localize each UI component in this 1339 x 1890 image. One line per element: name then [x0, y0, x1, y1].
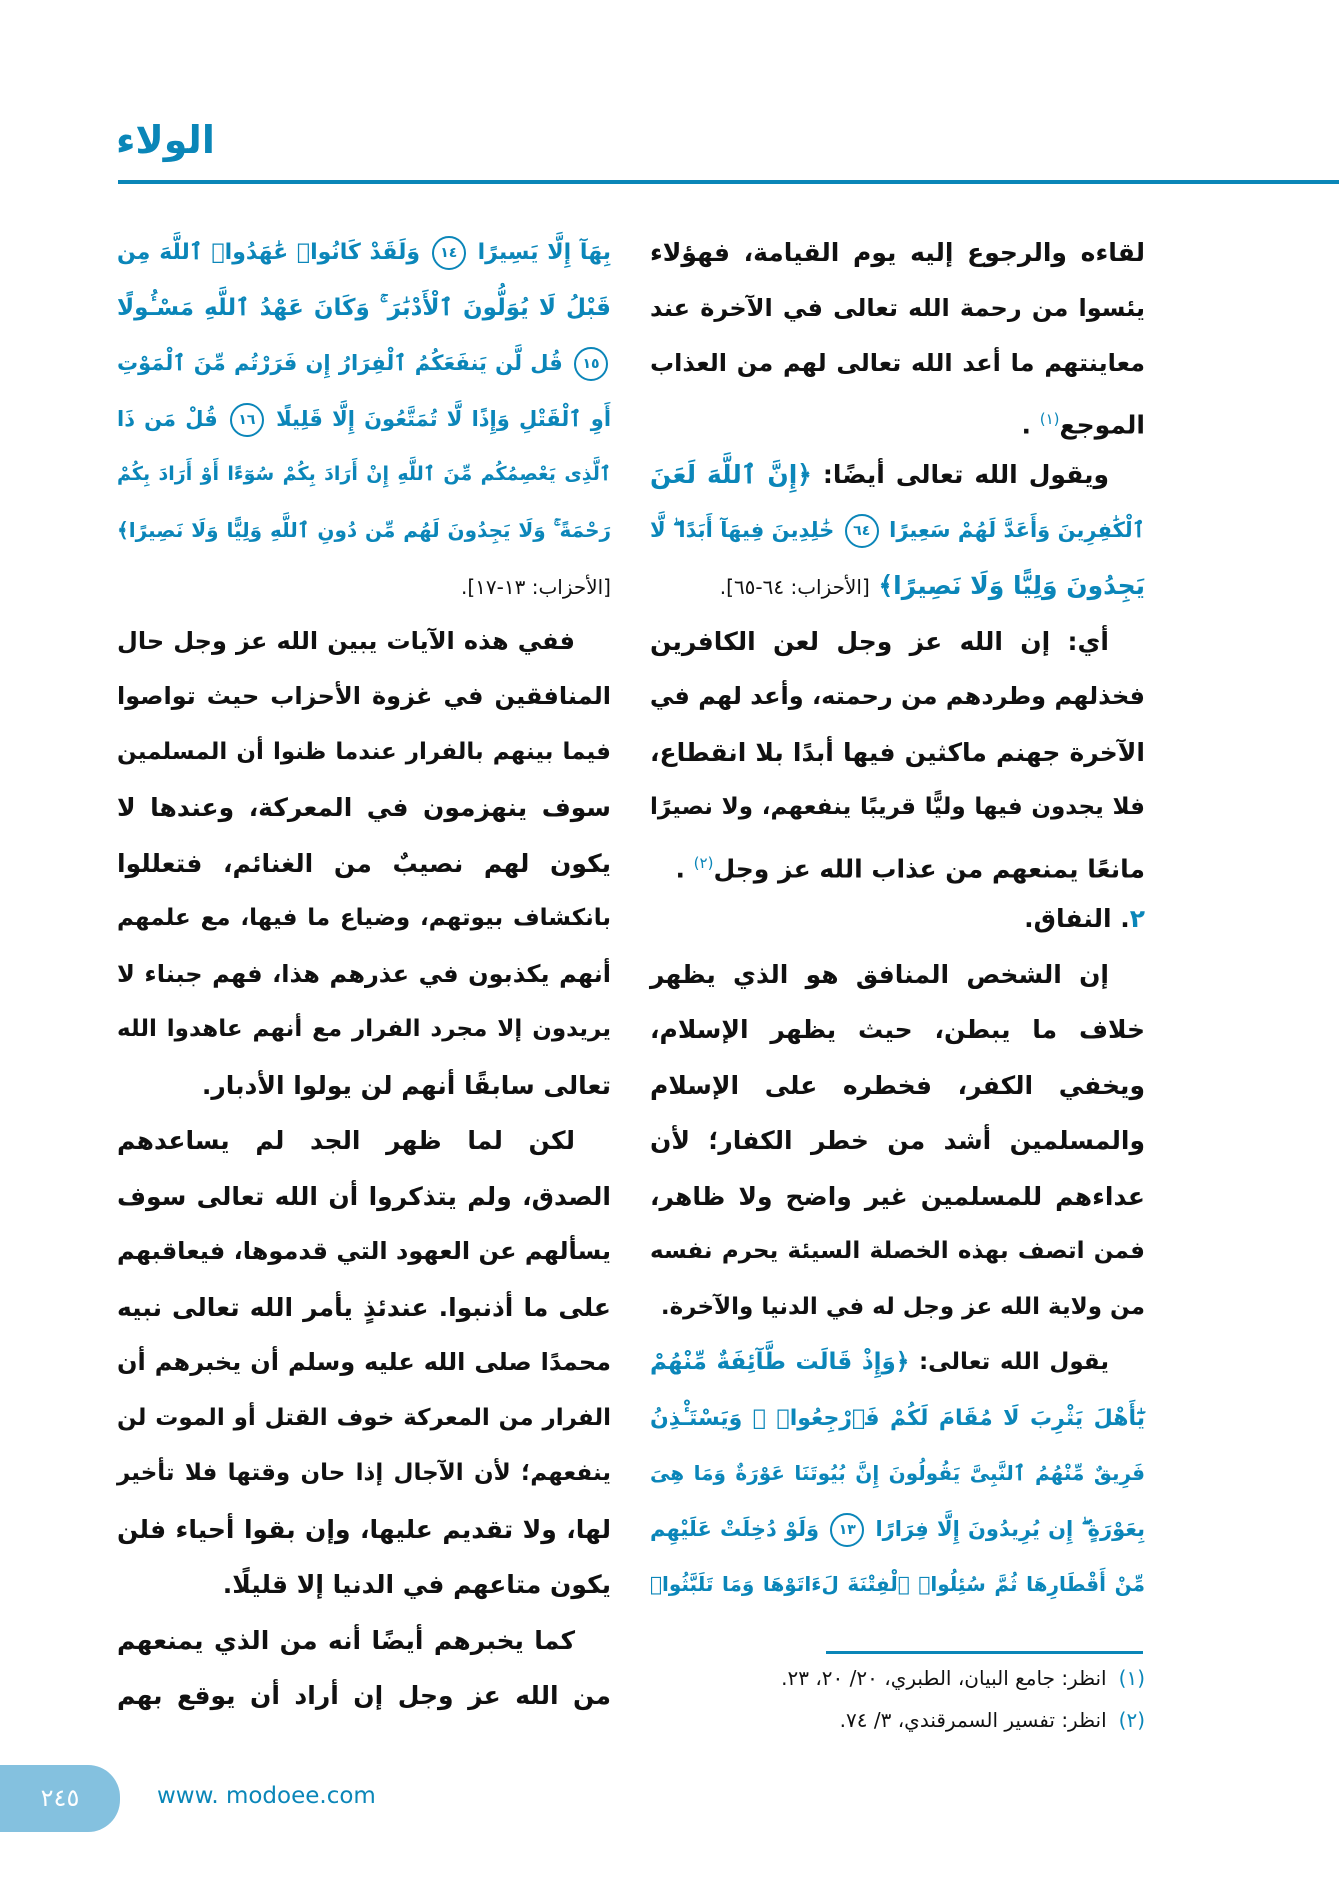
text-line	[650, 503, 1145, 559]
footnote-divider	[826, 1651, 1143, 1654]
body-text: معاينتهم ما أعد الله تعالى لهم من العذاب	[650, 349, 1145, 377]
text-line	[117, 1335, 611, 1391]
quran-text: قُلْ مَن ذَا	[117, 406, 218, 431]
text-line	[117, 225, 611, 281]
text-line	[650, 891, 1145, 947]
text-line	[117, 725, 611, 781]
text-line	[650, 1280, 1145, 1336]
footnote-text: انظر: تفسير السمرقندي، ٣/ ٧٤.	[839, 1708, 1107, 1732]
footnote	[650, 1708, 1145, 1732]
text-line	[650, 225, 1145, 281]
body-text: الفرار من المعركة خوف القتل أو الموت لن	[117, 1404, 611, 1431]
body-text: يقول الله تعالى:	[909, 1349, 1109, 1375]
website-link[interactable]: www. modoee.com	[157, 1783, 376, 1809]
surah-reference: [الأحزاب: ١٣-١٧].	[460, 575, 611, 599]
text-line	[650, 1002, 1145, 1058]
left-column	[117, 225, 611, 1724]
text-line	[117, 947, 611, 1003]
text-line	[117, 780, 611, 836]
body-text: فمن اتصف بهذه الخصلة السيئة يحرم نفسه	[650, 1238, 1145, 1264]
text-line	[117, 1557, 611, 1613]
body-text: إن الشخص المنافق هو الذي يظهر	[650, 959, 1109, 989]
verse-number: ١٤	[432, 236, 466, 270]
quran-text: يَٰٓأَهْلَ يَثْرِبَ لَا مُقَامَ لَكُمْ فَٱرْجِعُوا۟ ۚ وَيَسْتَـْٔذِنُ	[650, 1405, 1145, 1431]
verse-number: ١٣	[830, 1513, 864, 1547]
text-line	[650, 1502, 1145, 1558]
header-divider	[118, 180, 1339, 184]
text-line	[117, 1446, 611, 1502]
body-text: كما يخبرهم أيضًا أنه من الذي يمنعهم	[117, 1625, 575, 1655]
text-line	[117, 392, 611, 448]
body-text: خلاف ما يبطن، حيث يظهر الإسلام،	[650, 1015, 1145, 1044]
body-text: لكن لما ظهر الجد لم يساعدهم	[117, 1126, 575, 1155]
quran-text: قَبْلُ لَا يُوَلُّونَ ٱلْأَدْبَٰرَ ۚ وَكَانَ عَهْدُ ٱللَّهِ مَسْـُٔولًا	[117, 294, 611, 321]
text-line	[650, 447, 1145, 503]
text-line	[650, 836, 1145, 892]
text-line	[117, 503, 611, 559]
body-text: يريدون إلا مجرد الفرار مع أنهم عاهدوا الله	[117, 1016, 611, 1042]
quran-text: يَجِدُونَ وَلِيًّا وَلَا نَصِيرًا﴾	[869, 571, 1145, 600]
body-text: المنافقين في غزوة الأحزاب حيث تواصوا	[117, 682, 611, 710]
text-line	[650, 336, 1145, 392]
body-text: فلا يجدون فيها وليًّا قريبًا ينفعهم، ولا نصيرًا	[650, 794, 1145, 820]
body-text: يسألهم عن العهود التي قدموها، فيعاقبهم	[117, 1237, 611, 1265]
text-line	[117, 1280, 611, 1336]
text-line	[650, 1446, 1145, 1502]
body-text: محمدًا صلى الله عليه وسلم أن يخبرهم أن	[117, 1348, 611, 1376]
body-text: الصدق، ولم يتذكروا أن الله تعالى سوف	[117, 1181, 611, 1211]
footnote-ref: (١)	[1039, 409, 1060, 428]
quran-text: ﴿إِنَّ ٱللَّهَ لَعَنَ	[650, 460, 812, 489]
text-line	[650, 1224, 1145, 1280]
quran-text: وَلَوْ دُخِلَتْ عَلَيْهِم	[650, 1516, 820, 1541]
body-text: من ولاية الله عز وجل له في الدنيا والآخرة.	[660, 1293, 1145, 1320]
body-text: فخذلهم وطردهم من رحمته، وأعد لهم في	[649, 682, 1145, 710]
text-line	[117, 1002, 611, 1058]
body-text: فيما بينهم بالفرار عندما ظنوا أن المسلمين	[117, 738, 611, 765]
body-text: الآخرة جهنم ماكثين فيها أبدًا بلا انقطاع،	[650, 737, 1145, 767]
text-line	[650, 558, 1145, 614]
quran-text: مِّنْ أَقْطَارِهَا ثُمَّ سُئِلُوا۟ ٱلْفِتْنَةَ لَءَاتَوْهَا وَمَا تَلَبَّثُوا۟	[650, 1572, 1145, 1596]
body-text: لها، ولا تقديم عليها، وإن بقوا أحياء فلن	[117, 1514, 611, 1544]
text-line	[117, 447, 611, 503]
text-line	[650, 1391, 1145, 1447]
text-line	[650, 669, 1145, 725]
text-line	[117, 836, 611, 892]
quran-text: ٱلْكَٰفِرِينَ وَأَعَدَّ لَهُمْ سَعِيرًا	[889, 517, 1145, 542]
quran-text: بِهَآ إِلَّا يَسِيرًا	[477, 240, 611, 265]
text-line	[650, 1557, 1145, 1613]
body-text: ويخفي الكفر، فخطره على الإسلام	[650, 1070, 1145, 1100]
body-text: بانكشاف بيوتهم، وضياع ما فيها، مع علمهم	[117, 905, 611, 931]
text-line	[117, 281, 611, 337]
text-line	[117, 1502, 611, 1558]
text-line	[117, 1113, 611, 1169]
surah-reference: [الأحزاب: ٦٤-٦٥].	[719, 575, 870, 599]
text-line	[117, 558, 611, 614]
page-number-badge: ٢٤٥	[0, 1765, 120, 1832]
body-text: تعالى سابقًا أنهم لن يولوا الأدبار.	[201, 1070, 611, 1100]
right-column	[650, 225, 1145, 1613]
quran-text: فَرِيقٌ مِّنْهُمُ ٱلنَّبِىَّ يَقُولُونَ إِنَّ بُيُوتَنَا عَوْرَةٌ وَمَا هِىَ	[650, 1461, 1145, 1485]
body-text: لقاءه والرجوع إليه يوم القيامة، فهؤلاء	[650, 238, 1145, 267]
quran-text: أَوِ ٱلْقَتْلِ وَإِذًا لَّا تُمَتَّعُونَ إِلَّا قَلِيلًا	[276, 406, 612, 431]
quran-text: قُل لَّن يَنفَعَكُمُ ٱلْفِرَارُ إِن فَرَرْتُم مِّنَ ٱلْمَوْتِ	[117, 351, 563, 375]
body-text: يئسوا من رحمة الله تعالى في الآخرة عند	[650, 293, 1145, 322]
verse-number: ١٥	[574, 347, 608, 381]
body-text: على ما أذنبوا. عندئذٍ يأمر الله تعالى نبيه	[117, 1292, 611, 1322]
verse-number: ٦٤	[845, 514, 879, 548]
text-line	[650, 614, 1145, 670]
text-line	[117, 1169, 611, 1225]
text-line	[650, 947, 1145, 1003]
text-line	[117, 669, 611, 725]
quran-text: بِعَوْرَةٍ ۖ إِن يُرِيدُونَ إِلَّا فِرَارًا	[875, 1516, 1145, 1541]
quran-text: ﴿وَإِذْ قَالَت طَّآئِفَةٌ مِّنْهُمْ	[650, 1349, 910, 1375]
body-text: يكون لهم نصيبٌ من الغنائم، فتعللوا	[117, 848, 611, 878]
body-text: من الله عز وجل إن أراد أن يوقع بهم	[117, 1681, 611, 1710]
text-line	[117, 1668, 611, 1724]
text-line	[650, 725, 1145, 781]
text-line	[117, 1224, 611, 1280]
body-text: عداءهم للمسلمين غير واضح ولا ظاهر،	[650, 1181, 1145, 1211]
body-text: أنهم يكذبون في عذرهم هذا، فهم جبناء لا	[117, 959, 611, 988]
text-line	[650, 1169, 1145, 1225]
body-text: ويقول الله تعالى أيضًا:	[811, 460, 1109, 489]
footnote	[650, 1666, 1145, 1690]
quran-text: وَلَقَدْ كَانُوا۟ عَٰهَدُوا۟ ٱللَّهَ مِن	[117, 240, 421, 265]
text-line	[117, 1058, 611, 1114]
text-line	[117, 336, 611, 392]
text-line	[117, 891, 611, 947]
body-text: . النفاق.	[1024, 904, 1130, 933]
quran-text: ٱلَّذِى يَعْصِمُكُم مِّنَ ٱللَّهِ إِنْ أَرَادَ بِكُمْ سُوٓءًا أَوْ أَرَادَ بِكُمْ	[117, 463, 611, 485]
heading-number: ٢	[1129, 904, 1145, 933]
footnote-mark: (١)	[1118, 1666, 1145, 1690]
text-line	[117, 1613, 611, 1669]
body-text: .	[1021, 409, 1031, 439]
text-line	[650, 1058, 1145, 1114]
footnote-ref: (٢)	[693, 853, 714, 872]
body-text: سوف ينهزمون في المعركة، وعندها لا	[117, 793, 611, 822]
body-text: .	[675, 853, 685, 883]
running-header-title: الولاء	[116, 118, 215, 162]
text-line	[650, 1113, 1145, 1169]
footnote-text: انظر: جامع البيان، الطبري، ٢٠/ ٢٠، ٢٣.	[781, 1666, 1107, 1690]
quran-text: رَحْمَةً ۚ وَلَا يَجِدُونَ لَهُم مِّن دُونِ ٱللَّهِ وَلِيًّا وَلَا نَصِيرًا﴾	[117, 517, 611, 542]
text-line	[117, 614, 611, 670]
body-text: ينفعهم؛ لأن الآجال إذا حان وقتها فلا تأخير	[117, 1460, 611, 1486]
body-text: الموجع	[1059, 409, 1145, 439]
body-text: يكون متاعهم في الدنيا إلا قليلًا.	[222, 1570, 611, 1599]
body-text: مانعًا يمنعهم من عذاب الله عز وجل	[713, 853, 1145, 883]
text-line	[650, 392, 1145, 448]
text-line	[650, 281, 1145, 337]
text-line	[650, 1335, 1145, 1391]
body-text: ففي هذه الآيات يبين الله عز وجل حال	[117, 626, 575, 655]
body-text: والمسلمين أشد من خطر الكفار؛ لأن	[650, 1126, 1145, 1155]
quran-text: خَٰلِدِينَ فِيهَآ أَبَدًا ۖ لَّا	[650, 517, 835, 542]
text-line	[117, 1391, 611, 1447]
body-text: أي: إن الله عز وجل لعن الكافرين	[650, 626, 1109, 656]
text-line	[650, 780, 1145, 836]
verse-number: ١٦	[230, 403, 264, 437]
footnote-mark: (٢)	[1118, 1708, 1145, 1732]
